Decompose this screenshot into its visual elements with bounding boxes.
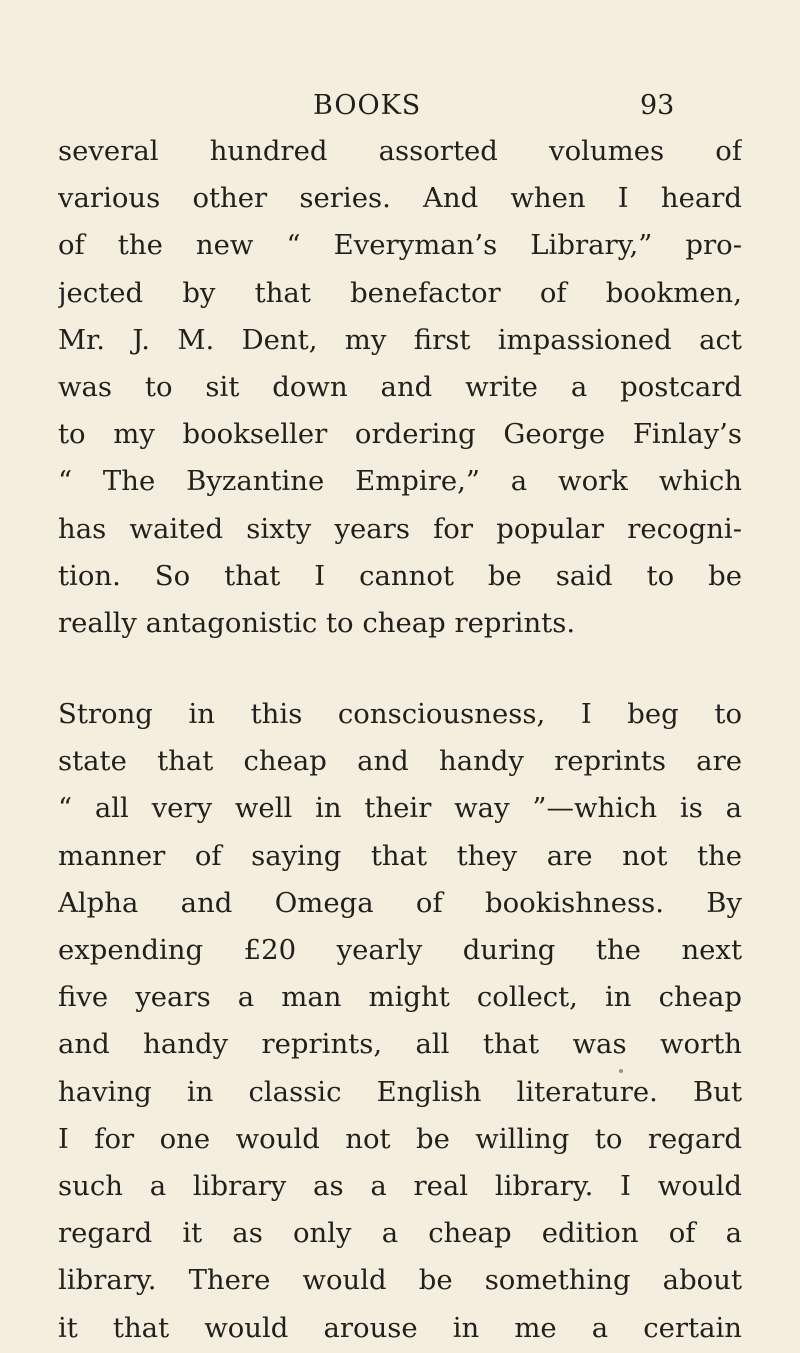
text-line: and handy reprints, all that was worth [58, 1028, 742, 1061]
text-line: five years a man might collect, in cheap [58, 981, 742, 1014]
text-line: “ The Byzantine Empire,” a work which [58, 465, 742, 498]
text-line: expending £20 yearly during the next [58, 934, 742, 966]
paragraph-1 [58, 128, 742, 647]
text-line: various other series. And when I heard [58, 182, 742, 215]
text-line: jected by that benefactor of bookmen, [58, 276, 742, 309]
text-line: Mr. J. M. Dent, my first impassioned act [58, 323, 742, 356]
text-line: several hundred assorted volumes of [58, 135, 742, 167]
text-line: regard it as only a cheap edition of a [58, 1217, 742, 1250]
text-line: tion. So that I cannot be said to be [58, 559, 742, 592]
text-line: I for one would not be willing to regard [58, 1122, 742, 1155]
text-line: really antagonistic to cheap reprints. [58, 606, 576, 639]
text-line: library. There would be something about [58, 1264, 742, 1297]
text-line: it that would arouse in me a certain [58, 1311, 742, 1344]
page-header [0, 86, 800, 126]
body-text [58, 128, 742, 1352]
text-line: was to sit down and write a postcard [58, 370, 742, 403]
text-line: state that cheap and handy reprints are [58, 745, 742, 778]
text-line: Alpha and Omega of bookishness. By [58, 886, 742, 919]
running-title: BOOKS [313, 90, 422, 121]
text-line: “ all very well in their way ”—which is a [58, 792, 742, 825]
paragraph-2 [58, 691, 742, 1352]
paper-speck [619, 1069, 623, 1073]
text-line: Strong in this consciousness, I beg to [58, 698, 742, 731]
text-line: manner of saying that they are not the [58, 839, 742, 872]
text-line: to my bookseller ordering George Finlay’s [58, 418, 742, 451]
page-number: 93 [640, 90, 675, 121]
text-line: has waited sixty years for popular recogni- [58, 512, 742, 545]
text-line: having in classic English literature. But [58, 1075, 742, 1108]
paragraph-gap [58, 647, 742, 691]
text-line: such a library as a real library. I would [58, 1169, 742, 1202]
text-line: of the new “ Everyman’s Library,” pro- [58, 229, 742, 262]
